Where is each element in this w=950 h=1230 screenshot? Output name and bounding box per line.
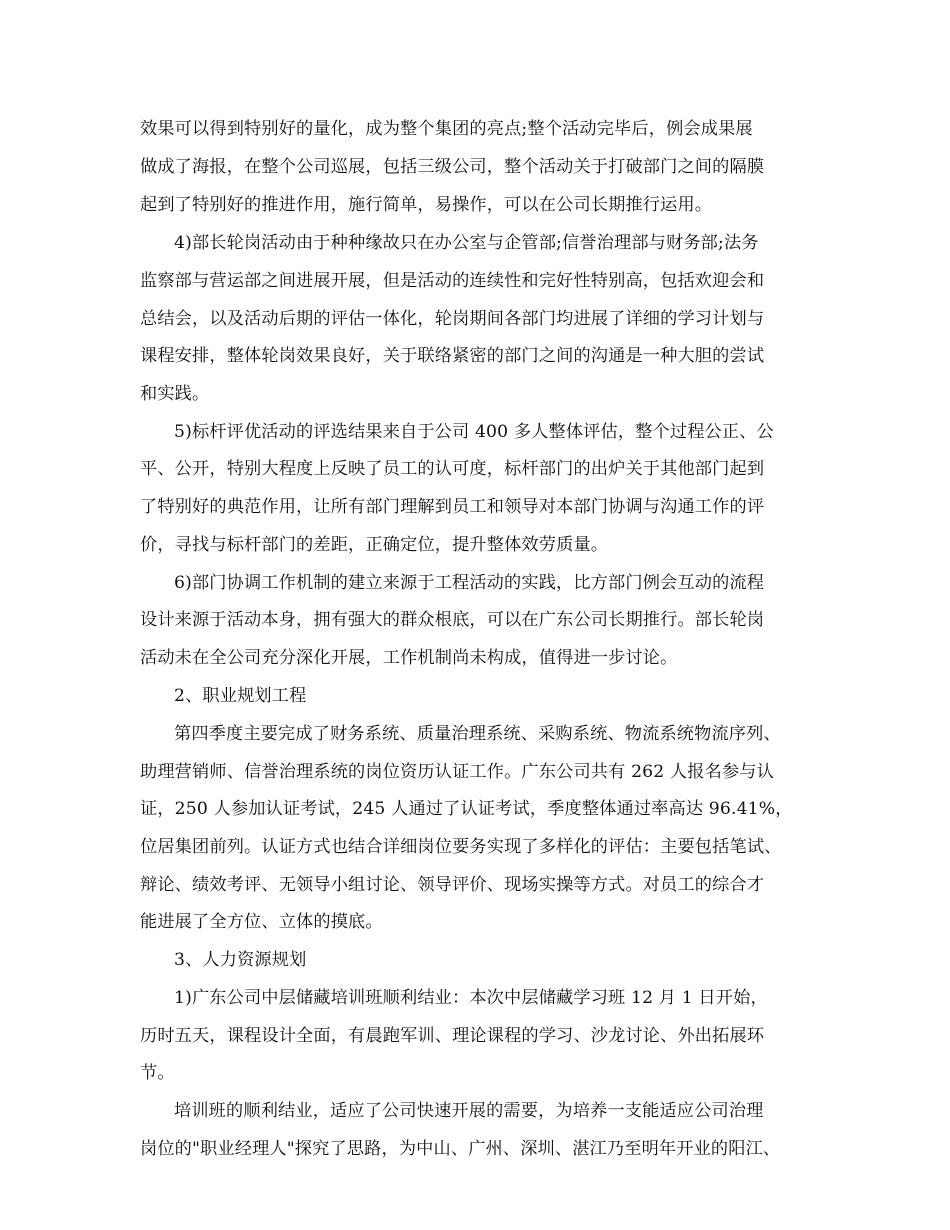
text-line: 课程安排，整体轮岗效果良好，关于联络紧密的部门之间的沟通是一种大胆的尝试 (140, 346, 765, 366)
text-line: 位居集团前列。认证方式也结合详细岗位要务实现了多样化的评估：主要包括笔试、 (140, 837, 782, 857)
text-line: 历时五天，课程设计全面，有晨跑军训、理论课程的学习、沙龙讨论、外出拓展环 (140, 1026, 765, 1046)
text-line: 节。 (140, 1063, 175, 1083)
text-line: 6)部门协调工作机制的建立来源于工程活动的实践，比方部门例会互动的流程 (174, 573, 765, 593)
text-line: 和实践。 (140, 384, 210, 404)
text-line: 总结会，以及活动后期的评估一体化，轮岗期间各部门均进展了详细的学习计划与 (140, 309, 765, 329)
text-line: 证，250 人参加认证考试，245 人通过了认证考试，季度整体通过率高达 96.41%， (140, 799, 793, 819)
text-line: 5)标杆评优活动的评选结果来自于公司 400 多人整体评估，整个过程公正、公 (174, 422, 774, 442)
text-line: 培训班的顺利结业，适应了公司快速开展的需要，为培养一支能适应公司治理 (174, 1101, 764, 1121)
section-heading: 3、人力资源规划 (174, 950, 307, 970)
text-line: 平、公开，特别大程度上反映了员工的认可度，标杆部门的出炉关于其他部门起到 (140, 459, 765, 479)
text-line: 价，寻找与标杆部门的差距，正确定位，提升整体效劳质量。 (140, 535, 609, 555)
text-line: 设计来源于活动本身，拥有强大的群众根底，可以在广东公司长期推行。部长轮岗 (140, 610, 765, 630)
text-line: 4)部长轮岗活动由于种种缘故只在办公室与企管部;信誉治理部与财务部;法务 (174, 233, 759, 253)
text-line: 辩论、绩效考评、无领导小组讨论、领导评价、现场实操等方式。对员工的综合才 (140, 875, 765, 895)
section-heading: 2、职业规划工程 (174, 686, 307, 706)
text-line: 了特别好的典范作用，让所有部门理解到员工和领导对本部门协调与沟通工作的评 (140, 497, 765, 517)
text-line: 监察部与营运部之间进展开展，但是活动的连续性和完好性特别高，包括欢迎会和 (140, 271, 765, 291)
text-line: 活动未在全公司充分深化开展，工作机制尚未构成，值得进一步讨论。 (140, 648, 678, 668)
text-line: 效果可以得到特别好的量化，成为整个集团的亮点;整个活动完毕后，例会成果展 (140, 119, 753, 139)
text-line: 做成了海报，在整个公司巡展，包括三级公司，整个活动关于打破部门之间的隔膜 (140, 157, 765, 177)
text-line: 1)广东公司中层储藏培训班顺利结业：本次中层储藏学习班 12 月 1 日开始， (174, 988, 768, 1008)
text-line: 岗位的"职业经理人"探究了思路，为中山、广州、深圳、湛江乃至明年开业的阳江、 (140, 1139, 781, 1159)
text-line: 起到了特别好的推进作用，施行简单，易操作，可以在公司长期推行运用。 (140, 195, 713, 215)
text-line: 能进展了全方位、立体的摸底。 (140, 912, 383, 932)
text-line: 助理营销师、信誉治理系统的岗位资历认证工作。广东公司共有 262 人报名参与认 (140, 762, 774, 782)
text-line: 第四季度主要完成了财务系统、质量治理系统、采购系统、物流系统物流序列、 (174, 724, 781, 744)
